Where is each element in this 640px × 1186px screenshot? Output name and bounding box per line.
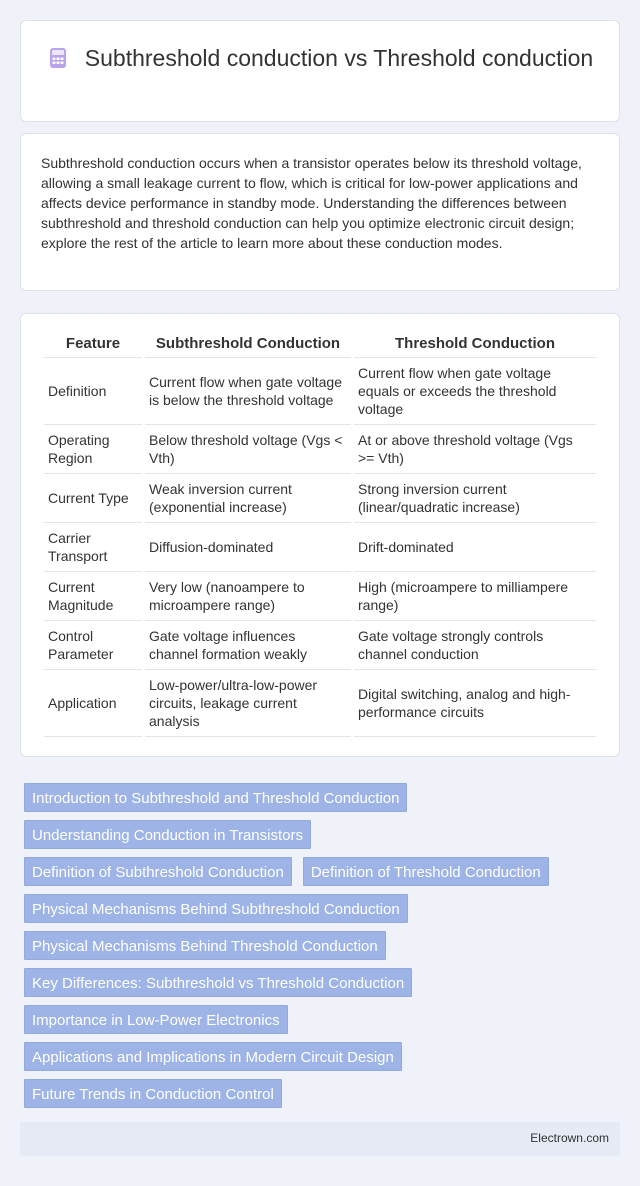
row-threshold-value: Strong inversion current (linear/quadratic increase) <box>354 474 596 523</box>
row-feature: Operating Region <box>44 425 142 474</box>
table-row <box>44 572 596 621</box>
intro-paragraph: Subthreshold conduction occurs when a transistor operates below its threshold voltage, allowing a small leakage current to flow, which is critical for low-power applications and affects device performance in standby mode. Understanding the differences between subthreshold and threshold conduction can help you optimize electronic circuit design; explore the rest of the article to learn more about these conduction modes. <box>41 155 582 251</box>
toc-link-understanding-conduction[interactable]: Understanding Conduction in Transistors <box>24 820 311 849</box>
header-threshold: Threshold Conduction <box>354 334 596 358</box>
row-threshold-value: High (microampere to milliampere range) <box>354 572 596 621</box>
toc-link-key-differences[interactable]: Key Differences: Subthreshold vs Threshold Conduction <box>24 968 412 997</box>
row-subthreshold-value: Very low (nanoampere to microampere range) <box>145 572 351 621</box>
row-subthreshold-value: Diffusion-dominated <box>145 523 351 572</box>
toc-link-definition-subthreshold[interactable]: Definition of Subthreshold Conduction <box>24 857 292 886</box>
toc-link-definition-threshold[interactable]: Definition of Threshold Conduction <box>303 857 549 886</box>
table-row <box>44 621 596 670</box>
row-feature: Current Type <box>44 474 142 523</box>
row-subthreshold-value: Weak inversion current (exponential increase) <box>145 474 351 523</box>
row-threshold-value: Current flow when gate voltage equals or exceeds the threshold voltage <box>354 358 596 425</box>
title-card <box>20 20 620 122</box>
header-feature: Feature <box>44 334 142 358</box>
toc-link-mechanisms-threshold[interactable]: Physical Mechanisms Behind Threshold Conduction <box>24 931 386 960</box>
row-feature: Definition <box>44 358 142 425</box>
header-subthreshold: Subthreshold Conduction <box>145 334 351 358</box>
toc-link-low-power[interactable]: Importance in Low-Power Electronics <box>24 1005 288 1034</box>
row-subthreshold-value: Below threshold voltage (Vgs < Vth) <box>145 425 351 474</box>
toc-link-mechanisms-subthreshold[interactable]: Physical Mechanisms Behind Subthreshold Conduction <box>24 894 408 923</box>
row-feature: Control Parameter <box>44 621 142 670</box>
table-row <box>44 358 596 425</box>
calculator-icon <box>47 47 69 69</box>
page-title <box>21 44 619 73</box>
toc-link-applications[interactable]: Applications and Implications in Modern Circuit Design <box>24 1042 402 1071</box>
toc-link-introduction[interactable]: Introduction to Subthreshold and Threshold Conduction <box>24 783 407 812</box>
row-subthreshold-value: Low-power/ultra-low-power circuits, leakage current analysis <box>145 670 351 737</box>
comparison-table-card <box>20 313 620 757</box>
row-threshold-value: Drift-dominated <box>354 523 596 572</box>
toc-link-future-trends[interactable]: Future Trends in Conduction Control <box>24 1079 282 1108</box>
footer-site-name: Electrown.com <box>530 1131 609 1145</box>
row-feature: Application <box>44 670 142 737</box>
table-of-contents <box>24 783 604 1116</box>
row-feature: Carrier Transport <box>44 523 142 572</box>
table-row <box>44 474 596 523</box>
table-row <box>44 670 596 737</box>
table-row <box>44 425 596 474</box>
table-row <box>44 523 596 572</box>
footer <box>20 1122 620 1156</box>
row-threshold-value: Gate voltage strongly controls channel conduction <box>354 621 596 670</box>
table-header-row <box>44 334 596 358</box>
intro-card <box>20 133 620 291</box>
row-feature: Current Magnitude <box>44 572 142 621</box>
row-subthreshold-value: Gate voltage influences channel formation weakly <box>145 621 351 670</box>
row-threshold-value: At or above threshold voltage (Vgs >= Vth) <box>354 425 596 474</box>
row-subthreshold-value: Current flow when gate voltage is below the threshold voltage <box>145 358 351 425</box>
comparison-table <box>41 334 599 737</box>
row-threshold-value: Digital switching, analog and high-performance circuits <box>354 670 596 737</box>
page-title-text: Subthreshold conduction vs Threshold conduction <box>84 45 594 71</box>
